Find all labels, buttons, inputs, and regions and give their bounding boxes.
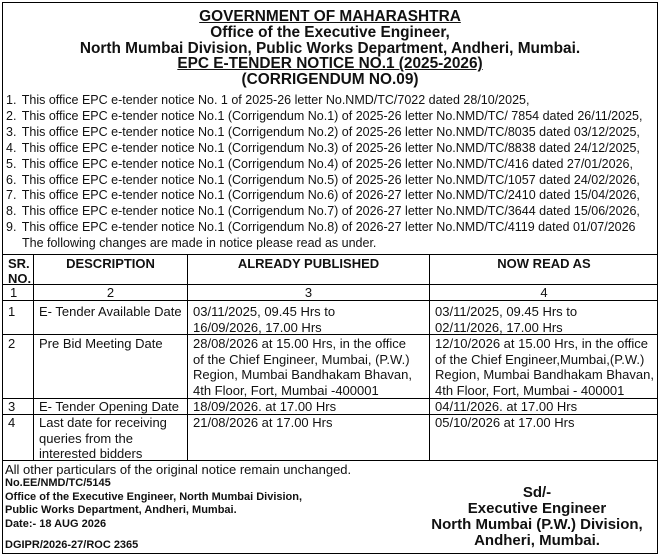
cell-line: of the Chief Engineer, Mumbai, (P.W.) bbox=[193, 351, 410, 367]
header-now-read-as: NOW READ AS bbox=[430, 255, 658, 285]
cell-line: 18/09/2026. at 17.00 Hrs bbox=[193, 399, 337, 414]
reference-text: This office EPC e-tender notice No.1 (Corrigendum No.3) of 2025-26 letter No.NMD/TC/8838 dated 24/12/2025, bbox=[21, 140, 640, 155]
reference-item bbox=[6, 157, 642, 173]
row-sr-no: 2 bbox=[2, 335, 34, 399]
row-description bbox=[34, 399, 188, 415]
corrigendum-title: (CORRIGENDUM NO.09) bbox=[241, 71, 419, 89]
division-title: North Mumbai Division, Public Works Department, Andheri, Mumbai. bbox=[79, 39, 581, 57]
cell-line: 03/11/2025, 09.45 Hrs to bbox=[435, 304, 578, 319]
signatory-division: North Mumbai (P.W.) Division, bbox=[431, 516, 643, 533]
cell-line: 02/11/2026, 17.00 Hrs bbox=[435, 319, 563, 335]
row-already-published bbox=[188, 301, 430, 335]
row-already-published bbox=[188, 335, 430, 399]
reference-item bbox=[6, 93, 642, 109]
reference-number: 2. bbox=[6, 108, 17, 123]
signature-block bbox=[420, 485, 654, 549]
row-description bbox=[34, 301, 188, 335]
row-description bbox=[34, 415, 188, 461]
reference-text: This office EPC e-tender notice No.1 (Corrigendum No.1) of 2025-26 letter No.NMD/TC/ 7854 dated 26/11/2025, bbox=[21, 108, 643, 123]
reference-list bbox=[6, 93, 642, 252]
cell-line: 28/08/2026 at 15.00 Hrs, in the office bbox=[193, 336, 406, 351]
cell-line: 16/09/2026, 17.00 Hrs bbox=[193, 319, 322, 335]
signatory-place: Andheri, Mumbai. bbox=[474, 532, 600, 549]
row-description bbox=[34, 335, 188, 399]
references-note: The following changes are made in notice please read as under. bbox=[22, 236, 377, 251]
reference-number: 1. bbox=[6, 93, 17, 107]
reference-number: 4. bbox=[6, 140, 17, 155]
reference-number: 6. bbox=[6, 172, 17, 187]
reference-text: This office EPC e-tender notice No.1 (Corrigendum No.4) of 2025-26 letter No.NMD/TC/416 dated 27/01/2026, bbox=[21, 156, 633, 171]
cell-line: Region, Mumbai Bandhakam Bhavan, bbox=[193, 367, 412, 382]
notice-header bbox=[0, 9, 660, 88]
office-reference-block bbox=[5, 477, 302, 531]
reference-number: 9. bbox=[6, 220, 17, 235]
column-number: 3 bbox=[188, 285, 430, 301]
row-already-published bbox=[188, 415, 430, 461]
reference-text: This office EPC e-tender notice No.1 (Corrigendum No.7) of 2026-27 letter No.NMD/TC/3644 dated 15/06/2026, bbox=[21, 204, 640, 219]
changes-table bbox=[2, 254, 658, 461]
cell-line: 03/11/2025, 09.45 Hrs to bbox=[193, 304, 336, 319]
reference-item bbox=[6, 109, 642, 125]
header-sr-no bbox=[2, 255, 34, 285]
row-already-published bbox=[188, 399, 430, 415]
reference-text: This office EPC e-tender notice No.1 (Corrigendum No.5) of 2025-26 letter No.NMD/TC/1057 dated 24/02/2026, bbox=[21, 172, 640, 187]
row-now-read-as bbox=[430, 335, 658, 399]
reference-item bbox=[6, 141, 642, 157]
cell-line: 05/10/2026 at 17.00 Hrs bbox=[435, 415, 575, 430]
cell-line: Pre Bid Meeting Date bbox=[39, 336, 163, 351]
header-sr-line: SR. bbox=[8, 256, 30, 271]
reference-text: This office EPC e-tender notice No.1 (Corrigendum No.6) of 2026-27 letter No.NMD/TC/2410 dated 15/04/2026, bbox=[21, 188, 640, 203]
reference-item bbox=[6, 220, 642, 236]
row-sr-no: 1 bbox=[2, 301, 34, 335]
dgipr-code: DGIPR/2026-27/ROC 2365 bbox=[5, 539, 139, 551]
row-sr-no: 3 bbox=[2, 399, 34, 415]
office-line: Office of the Executive Engineer, North Mumbai Division, bbox=[5, 490, 303, 503]
row-now-read-as bbox=[430, 301, 658, 335]
reference-no: No.EE/NMD/TC/5145 bbox=[5, 477, 111, 489]
row-sr-no: 4 bbox=[2, 415, 34, 461]
signatory-designation: Executive Engineer bbox=[467, 500, 607, 517]
header-already-published: ALREADY PUBLISHED bbox=[188, 255, 430, 285]
reference-text: This office EPC e-tender notice No.1 (Corrigendum No.2) of 2025-26 letter No.NMD/TC/8035 dated 03/12/2025, bbox=[21, 124, 640, 139]
unchanged-note: All other particulars of the original notice remain unchanged. bbox=[5, 462, 352, 477]
column-number: 1 bbox=[2, 285, 34, 301]
office-title: Office of the Executive Engineer, bbox=[210, 23, 450, 41]
cell-line: E- Tender Opening Date bbox=[39, 399, 179, 414]
cell-line: 4th Floor, Fort, Mumbai - 400001 bbox=[435, 382, 625, 398]
reference-number: 3. bbox=[6, 124, 17, 139]
office-line: Public Works Department, Andheri, Mumbai. bbox=[5, 504, 237, 516]
header-description: DESCRIPTION bbox=[34, 255, 188, 285]
reference-item bbox=[6, 125, 642, 141]
reference-number: 8. bbox=[6, 204, 17, 219]
cell-line: E- Tender Available Date bbox=[39, 304, 182, 319]
cell-line: Last date for receiving bbox=[39, 415, 167, 430]
cell-line: Region, Mumbai Bandhakam Bhavan, bbox=[435, 367, 654, 382]
reference-item bbox=[6, 173, 642, 189]
reference-item bbox=[6, 188, 642, 204]
signature-sd: Sd/- bbox=[522, 484, 552, 501]
reference-text: This office EPC e-tender notice No.1 (Corrigendum No.8) of 2026-27 letter No.NMD/TC/4119 dated 01/07/2026 bbox=[21, 220, 636, 235]
cell-line: 04/11/2026. at 17.00 Hrs bbox=[435, 399, 578, 414]
cell-line: 21/08/2026 at 17.00 Hrs bbox=[193, 415, 333, 430]
header-sr-line: NO. bbox=[8, 271, 32, 286]
cell-line: 12/10/2026 at 15.00 Hrs, in the office bbox=[435, 336, 648, 351]
reference-text: This office EPC e-tender notice No. 1 of 2025-26 letter No.NMD/TC/7022 dated 28/10/2025, bbox=[21, 93, 530, 107]
row-now-read-as bbox=[430, 415, 658, 461]
column-number: 2 bbox=[34, 285, 188, 301]
column-number: 4 bbox=[430, 285, 658, 301]
row-now-read-as bbox=[430, 399, 658, 415]
reference-number: 5. bbox=[6, 156, 17, 171]
cell-line: interested bidders bbox=[39, 446, 143, 461]
government-title: GOVERNMENT OF MAHARASHTRA bbox=[199, 8, 461, 25]
cell-line: of the Chief Engineer,Mumbai,(P.W.) bbox=[435, 351, 645, 367]
reference-number: 7. bbox=[6, 188, 17, 203]
cell-line: 4th Floor, Fort, Mumbai -400001 bbox=[193, 382, 379, 398]
issue-date: Date:- 18 AUG 2026 bbox=[5, 517, 107, 530]
cell-line: queries from the bbox=[39, 430, 133, 446]
notice-title: EPC E-TENDER NOTICE NO.1 (2025-2026) bbox=[177, 55, 483, 73]
reference-item bbox=[6, 204, 642, 220]
